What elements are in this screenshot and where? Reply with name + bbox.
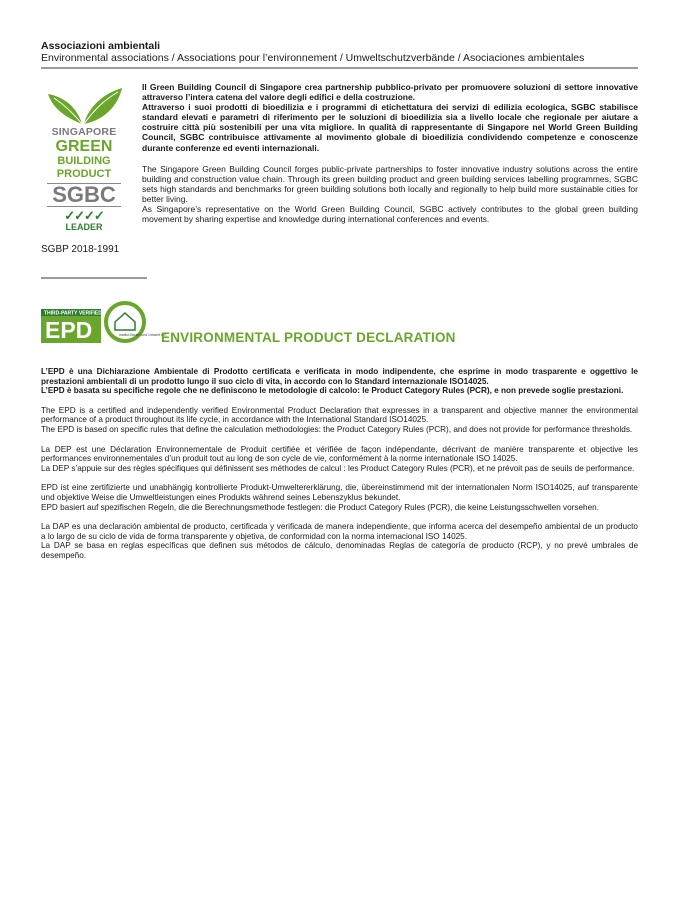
- logo-level: LEADER: [65, 222, 103, 232]
- section-subtitle: Environmental associations / Associations pour l’environnement / Umweltschutzverbände / Asociaciones ambientales: [41, 52, 585, 64]
- epd-paragraph-es-2: La DAP se basa en reglas específicas que definen sus métodos de cálculo, denominadas Reglas de categoría de producto (RCP), y no prevé umbrales de desempeño.: [41, 541, 638, 560]
- certificate-code: SGBP 2018-1991: [41, 244, 120, 255]
- section-title: Associazioni ambientali: [41, 40, 161, 52]
- sgbc-paragraph-en-1: The Singapore Green Building Council forges public-private partnerships to foster innovative industry solutions across the entire building and construction value chain. Through its green building product and green building services labelling programmes, SGBC sets high standards and benchmarks for green building solutions both locally and regionally to help build more sustainable cities for better living.: [142, 163, 638, 204]
- epd-paragraph-en-2: The EPD is based on specific rules that define the calculation methodologies: the Product Category Rules (PCR), and does not provide for performance thresholds.: [41, 424, 633, 434]
- house-icon: [115, 313, 135, 330]
- section-divider: [41, 277, 147, 279]
- epd-logo-mark: EPD: [45, 317, 93, 343]
- epd-paragraph-de-2: EPD basiert auf spezifischen Regeln, die die Berechnungsmethode festlegen: die Product Category Rules (PCR), die keine Leistungsschwellen vorsehen.: [41, 502, 599, 512]
- epd-paragraph-fr-1: La DEP est une Déclaration Environnementale de Produit certifiée et vérifiée de façon indépendante, décrivant de manière transparente et objective les performances environnementales d’un produit tout au long de son cycle de vie, conformément à la norme internationale ISO 14025.: [41, 444, 638, 464]
- epd-paragraph-de-1: EPD ist eine zertifizierte und unabhängig kontrollierte Produkt-Umweltererklärung, die, übereinstimmend mit der internationalen Norm ISO14025, auf transparente und objektive Weise die Umweltleistungen eines Produkts während seines Lebenszyklus bekundet.: [41, 483, 638, 502]
- header-divider: [41, 67, 638, 69]
- epd-logo: [41, 298, 167, 344]
- sgbc-logo: [41, 86, 127, 232]
- logo-abbr: SGBC: [47, 183, 121, 207]
- epd-paragraph-en-1: The EPD is a certified and independently verified Environmental Product Declaration that expresses in a transparent and objective manner the environmental performance of a product throughout its life cycle, in accordance with the International Standard ISO14025.: [41, 405, 638, 425]
- logo-word-product: PRODUCT: [56, 168, 112, 180]
- sgbc-paragraph-en-2: As Singapore’s representative on the World Green Building Council, SGBC actively contributes to the global green building movement by sharing expertise and knowledge during international conferences and events.: [142, 204, 638, 225]
- check-icon: ✓✓✓✓: [64, 208, 104, 223]
- leaf-icon: [44, 86, 124, 126]
- logo-word-green: GREEN: [55, 138, 113, 155]
- sgbc-logo-words: [41, 126, 127, 181]
- epd-paragraph-it-1: L’EPD è una Dichiarazione Ambientale di Prodotto certificata e verificata in modo indipendente, che esprime in modo trasparente e oggettivo le prestazioni ambientali di un prodotto lungo il suo ciclo di vita, in accordo con lo Standard internazionale ISO14025.: [41, 367, 638, 386]
- logo-word-singapore: SINGAPORE: [51, 126, 117, 138]
- epd-logo-org: Institut Bauen und Umwelt e.V.: [119, 333, 167, 337]
- epd-logo-banner-text: THIRD-PARTY VERIFIED: [44, 310, 102, 317]
- sgbc-paragraph-it-1: Il Green Building Council di Singapore crea partnership pubblico-privato per promuovere soluzioni di settore innovative attraverso l’intera catena del valore degli edifici e della costruzione.: [142, 82, 638, 103]
- sgbc-description: [142, 82, 638, 224]
- sgbc-paragraph-it-2: Attraverso i suoi prodotti di bioedilizia e i programmi di etichettatura dei servizi di edilizia ecologica, SGBC stabilisce standard elevati e parametri di riferimento per le soluzioni di bioedilizia sia a livello locale che regionale per aiutare a costruire città più sostenibili per una vita migliore. In qualità di rappresentante di Singapore nel World Green Building Council, SGBC contribuisce attivamente al movimento globale di bioedilizia condividendo competenze e conoscenze durante conferenze ed eventi internazionali.: [142, 102, 638, 153]
- epd-heading: ENVIRONMENTAL PRODUCT DECLARATION: [161, 330, 456, 345]
- page-header: [41, 40, 638, 69]
- epd-description: [41, 367, 638, 561]
- epd-paragraph-it-2: L’EPD è basata su specifiche regole che ne definiscono le metodologie di calcolo: le Product Category Rules (PCR), e non prevede soglie prestazioni.: [41, 386, 624, 396]
- epd-paragraph-es-1: La DAP es una declaración ambiental de producto, certificada y verificada de manera independiente, que informa acerca del desempeño ambiental de un producto a lo largo de su ciclo de vida de forma transparente y objetiva, de conformidad con la norma internacional ISO 14025.: [41, 522, 638, 541]
- epd-paragraph-fr-2: La DEP s’appuie sur des règles spécifiques qui définissent ses méthodes de calcul : les Product Category Rules (PCR), et ne prévoit pas de seuils de performance.: [41, 463, 635, 473]
- logo-word-building: BUILDING: [57, 155, 111, 167]
